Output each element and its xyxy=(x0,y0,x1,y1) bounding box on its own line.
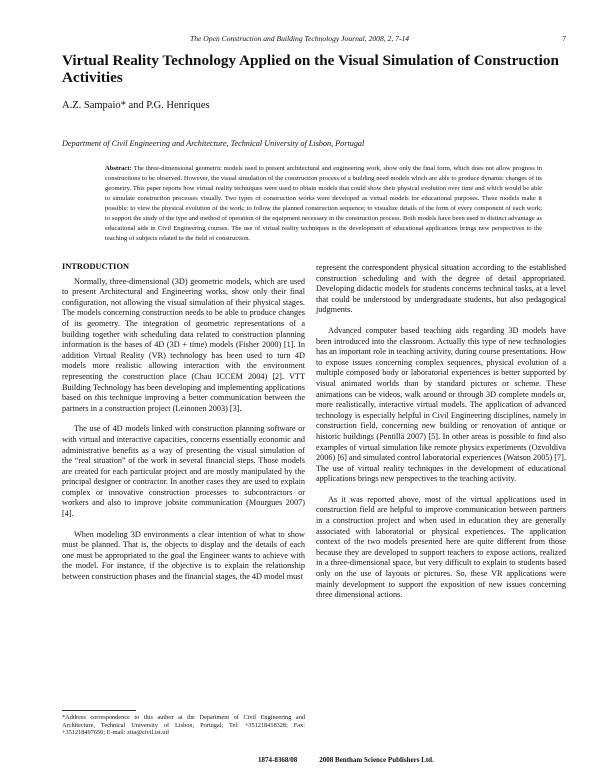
paragraph: Normally, three-dimensional (3D) geometric models, which are used to present Architectural and Engineering works, show only their final configuration, not allowing the visual simulation of their physical stages. The models concerning construction needs to be able to produce changes of its geometry. The integration of geometric representations of a building together with scheduling data related to construction planning information is the bases of 4D (3D + time) models (Fisher 2000) [1]. In addition Virtual Reality (VR) technology has been used to turn 4D models more realistic allowing interaction with the environment representing the construction place (Chau ICCEM 2004) [2]. VTT Building Technology has been developing and implementing applications based on this technique improving a better communication between the partners in a construction project (Leinonen 2003) [3]. xyxy=(62,276,305,413)
running-header xyxy=(190,34,566,43)
page-footer xyxy=(258,756,434,764)
paragraph: As it was reported above, most of the virtual applications used in construction field are helpful to improve communication between partners in a construction project and when used in education they are generally associated with laboratorial or physical experiences. The application context of the two models presented here are quite different from those because they are developed to support teachers to expose actions, realized in a three-dimensional space, but very difficult to explain to students based only on the use of layouts or pictures. So, these VR applications were mainly development to support the exposition of new issues concerning three dimensional actions. xyxy=(316,494,566,600)
paragraph: When modeling 3D environments a clear intention of what to show must be planned. That is, the objects to display and the details of each one must be appropriated to the goal the Engineer wants to achieve with the model. For instance, if the objective is to explain the relationship between construction phases and the financial stages, the 4D model must xyxy=(62,529,305,582)
page-number: 7 xyxy=(562,34,566,43)
footnote-divider xyxy=(62,710,136,711)
affiliation: Department of Civil Engineering and Architecture, Technical University of Lisbon, Portugal xyxy=(62,139,365,148)
journal-citation: The Open Construction and Building Technology Journal, 2008, 2, 7-14 xyxy=(190,34,410,43)
left-column xyxy=(62,262,305,593)
authors: A.Z. Sampaio* and P.G. Henriques xyxy=(62,100,210,111)
publisher: 2008 Bentham Science Publishers Ltd. xyxy=(319,756,434,764)
paragraph: Advanced computer based teaching aids regarding 3D models have been introduced into the classroom. Actually this type of new technologies has an important role in teaching activity, during course presentations. How to expose issues concerning complex sequences, physical evolution of a multiple composed body or laboratorial experiences is better supported by visual animated worlds than by standard pictures or scheme. These animations can be videos, walk around or through 3D complete models or, more realistically, interactive virtual models. The application of advanced technology is especially helpful in Civil Engineering disciplines, namely in construction field, concerning new building or renovation of antique or historic buildings (Pentillä 2007) [5]. In other areas is possible to find also examples of virtual simulation like remote physics experiments (Ozvoldiva 2006) [6] and simulated control laboratorial experiences (Watson 2005) [7]. The use of virtual reality techniques in the development of educational applications brings new perspectives to the teaching activity. xyxy=(316,325,566,484)
abstract-label: Abstract: xyxy=(105,165,132,172)
correspondence-footnote: *Address correspondence to this author at the Department of Civil Engineering and Architecture, Technical University of Lisbon, Portugal; Tel: +351218418328; Fax: +351218497650; E-mail: zita@civil.ist.utl xyxy=(62,714,305,736)
paper-title: Virtual Reality Technology Applied on the Visual Simulation of Construction Activities xyxy=(62,52,559,86)
paragraph: represent the correspondent physical situation according to the established construction scheduling and with the degree of detail appropriated. Developing didactic models for students concerns technical tasks, at a level that could be understood by undergraduate students, but also pedagogical judgments. xyxy=(316,263,566,315)
abstract xyxy=(105,164,542,244)
abstract-text: The three-dimensional geometric models used to present architectural and engineering work, show only the final form, which does not allow progress in constructions to be observed. However, the visual simulation of the construction process of a building need models which are able to produce dynamic changes of its geometry. This paper reports how virtual reality techniques were used to obtain models that could show their physical evolution over time and which would be able to simulate construction processes visually. Two types of construction works were developed as virtual models for educational purposes. These models make it possible: to view the physical evolution of the work; to follow the planned construction sequence; to visualize details of the form of every component of each work; to support the study of the type and method of operation of the equipment necessary in the construction process. Both models have been used to distinct advantage as educational aids in Civil Engineering courses. The use of virtual reality techniques in the development of educational applications brings new perspectives to the teaching of subjects related to the field of construction. xyxy=(105,165,542,243)
issn: 1874-8368/08 xyxy=(258,756,298,764)
right-column xyxy=(316,263,566,611)
paragraph: The use of 4D models linked with construction planning software or with virtual and interactive capacities, concerns essentially economic and administrative benefits as a way of presenting the visual simulation of the “real situation” of the work in several financial steps. Those models are created for each particular project and are mostly manipulated by the principal designer or contractor. In another cases they are used to explain complex or innovative construction processes to subcontractors or workers and also to improve jobsite communication (Mourgues 2007) [4]. xyxy=(62,424,305,519)
section-heading: INTRODUCTION xyxy=(62,262,130,271)
